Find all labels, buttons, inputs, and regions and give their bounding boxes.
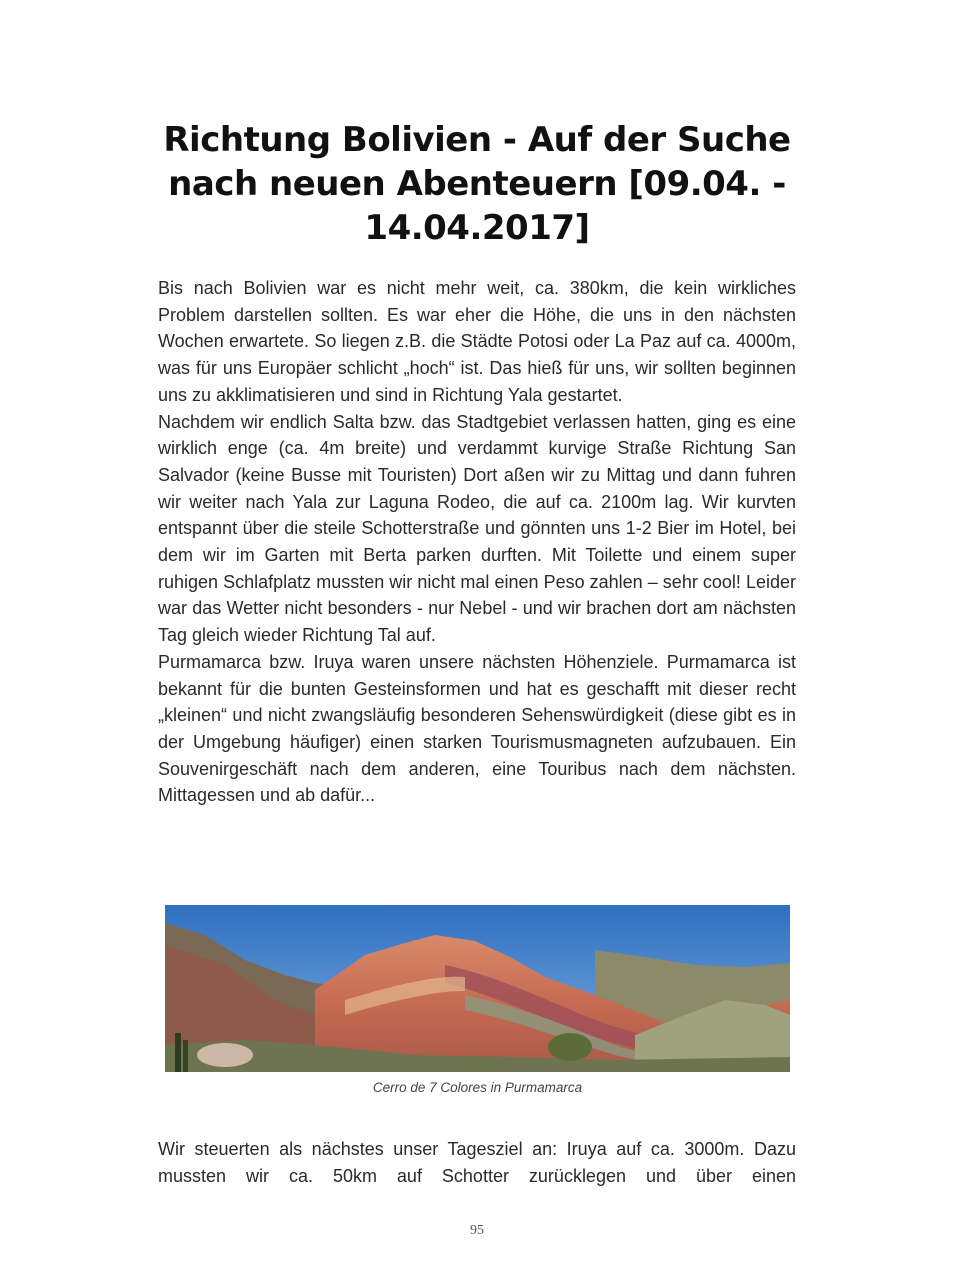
body-text — [158, 275, 796, 809]
figure-caption: Cerro de 7 Colores in Purmamarca — [372, 1080, 583, 1095]
paragraph: Nachdem wir endlich Salta bzw. das Stadtgebiet verlassen hatten, ging es eine wirklich enge (ca. 4m breite) und verdammt kurvige Straße Richtung San Salvador (keine Busse mit Touristen) Dort aßen wir zu Mittag und dann fuhren wir weiter nach Yala zur Laguna Rodeo, die auf ca. 2100m lag. Wir kurvten entspannt über die steile Schotterstraße und gönnten uns 1-2 Bier im Hotel, bei dem wir im Garten mit Berta parken durften. Mit Toilette und einem super ruhigen Schlafplatz mussten wir nicht mal einen Peso zahlen – sehr cool! Leider war das Wetter nicht besonders - nur Nebel - und wir brachen dort am nächsten Tag gleich wieder Richtung Tal auf. — [158, 411, 796, 646]
body-text-continued — [158, 1136, 796, 1189]
paragraph: Purmamarca bzw. Iruya waren unsere nächsten Höhenziele. Purmamarca ist bekannt für die bunten Gesteinsformen und hat es geschafft mit dieser recht „kleinen“ und nicht zwangsläufig besonderen Sehenswürdigkeit (diese gibt es in der Umgebung häufiger) einen starken Tourismusmagneten aufzubauen. Ein Souvenirgeschäft nach dem anderen, eine Touribus nach dem nächsten. Mittagessen und ab dafür... — [158, 651, 796, 806]
page-title: Richtung Bolivien - Auf der Suche nach neuen Abenteuern [09.04. - 14.04.2017] — [163, 120, 791, 248]
paragraph: Wir steuerten als nächstes unser Tagesziel an: Iruya auf ca. 3000m. Dazu mussten wir ca. 50km auf Schotter zurücklegen und über einen — [158, 1139, 796, 1186]
page-number: 95 — [470, 1223, 484, 1238]
landscape-photo — [165, 905, 790, 1072]
paragraph: Bis nach Bolivien war es nicht mehr weit, ca. 380km, die kein wirkliches Problem darstellen sollten. Es war eher die Höhe, die uns in den nächsten Wochen erwartete. So liegen z.B. die Städte Potosi oder La Paz auf ca. 4000m, was für uns Europäer schlicht „hoch“ ist. Das hieß für uns, wir sollten beginnen uns zu akklimatisieren und sind in Richtung Yala gestartet. — [158, 278, 796, 405]
